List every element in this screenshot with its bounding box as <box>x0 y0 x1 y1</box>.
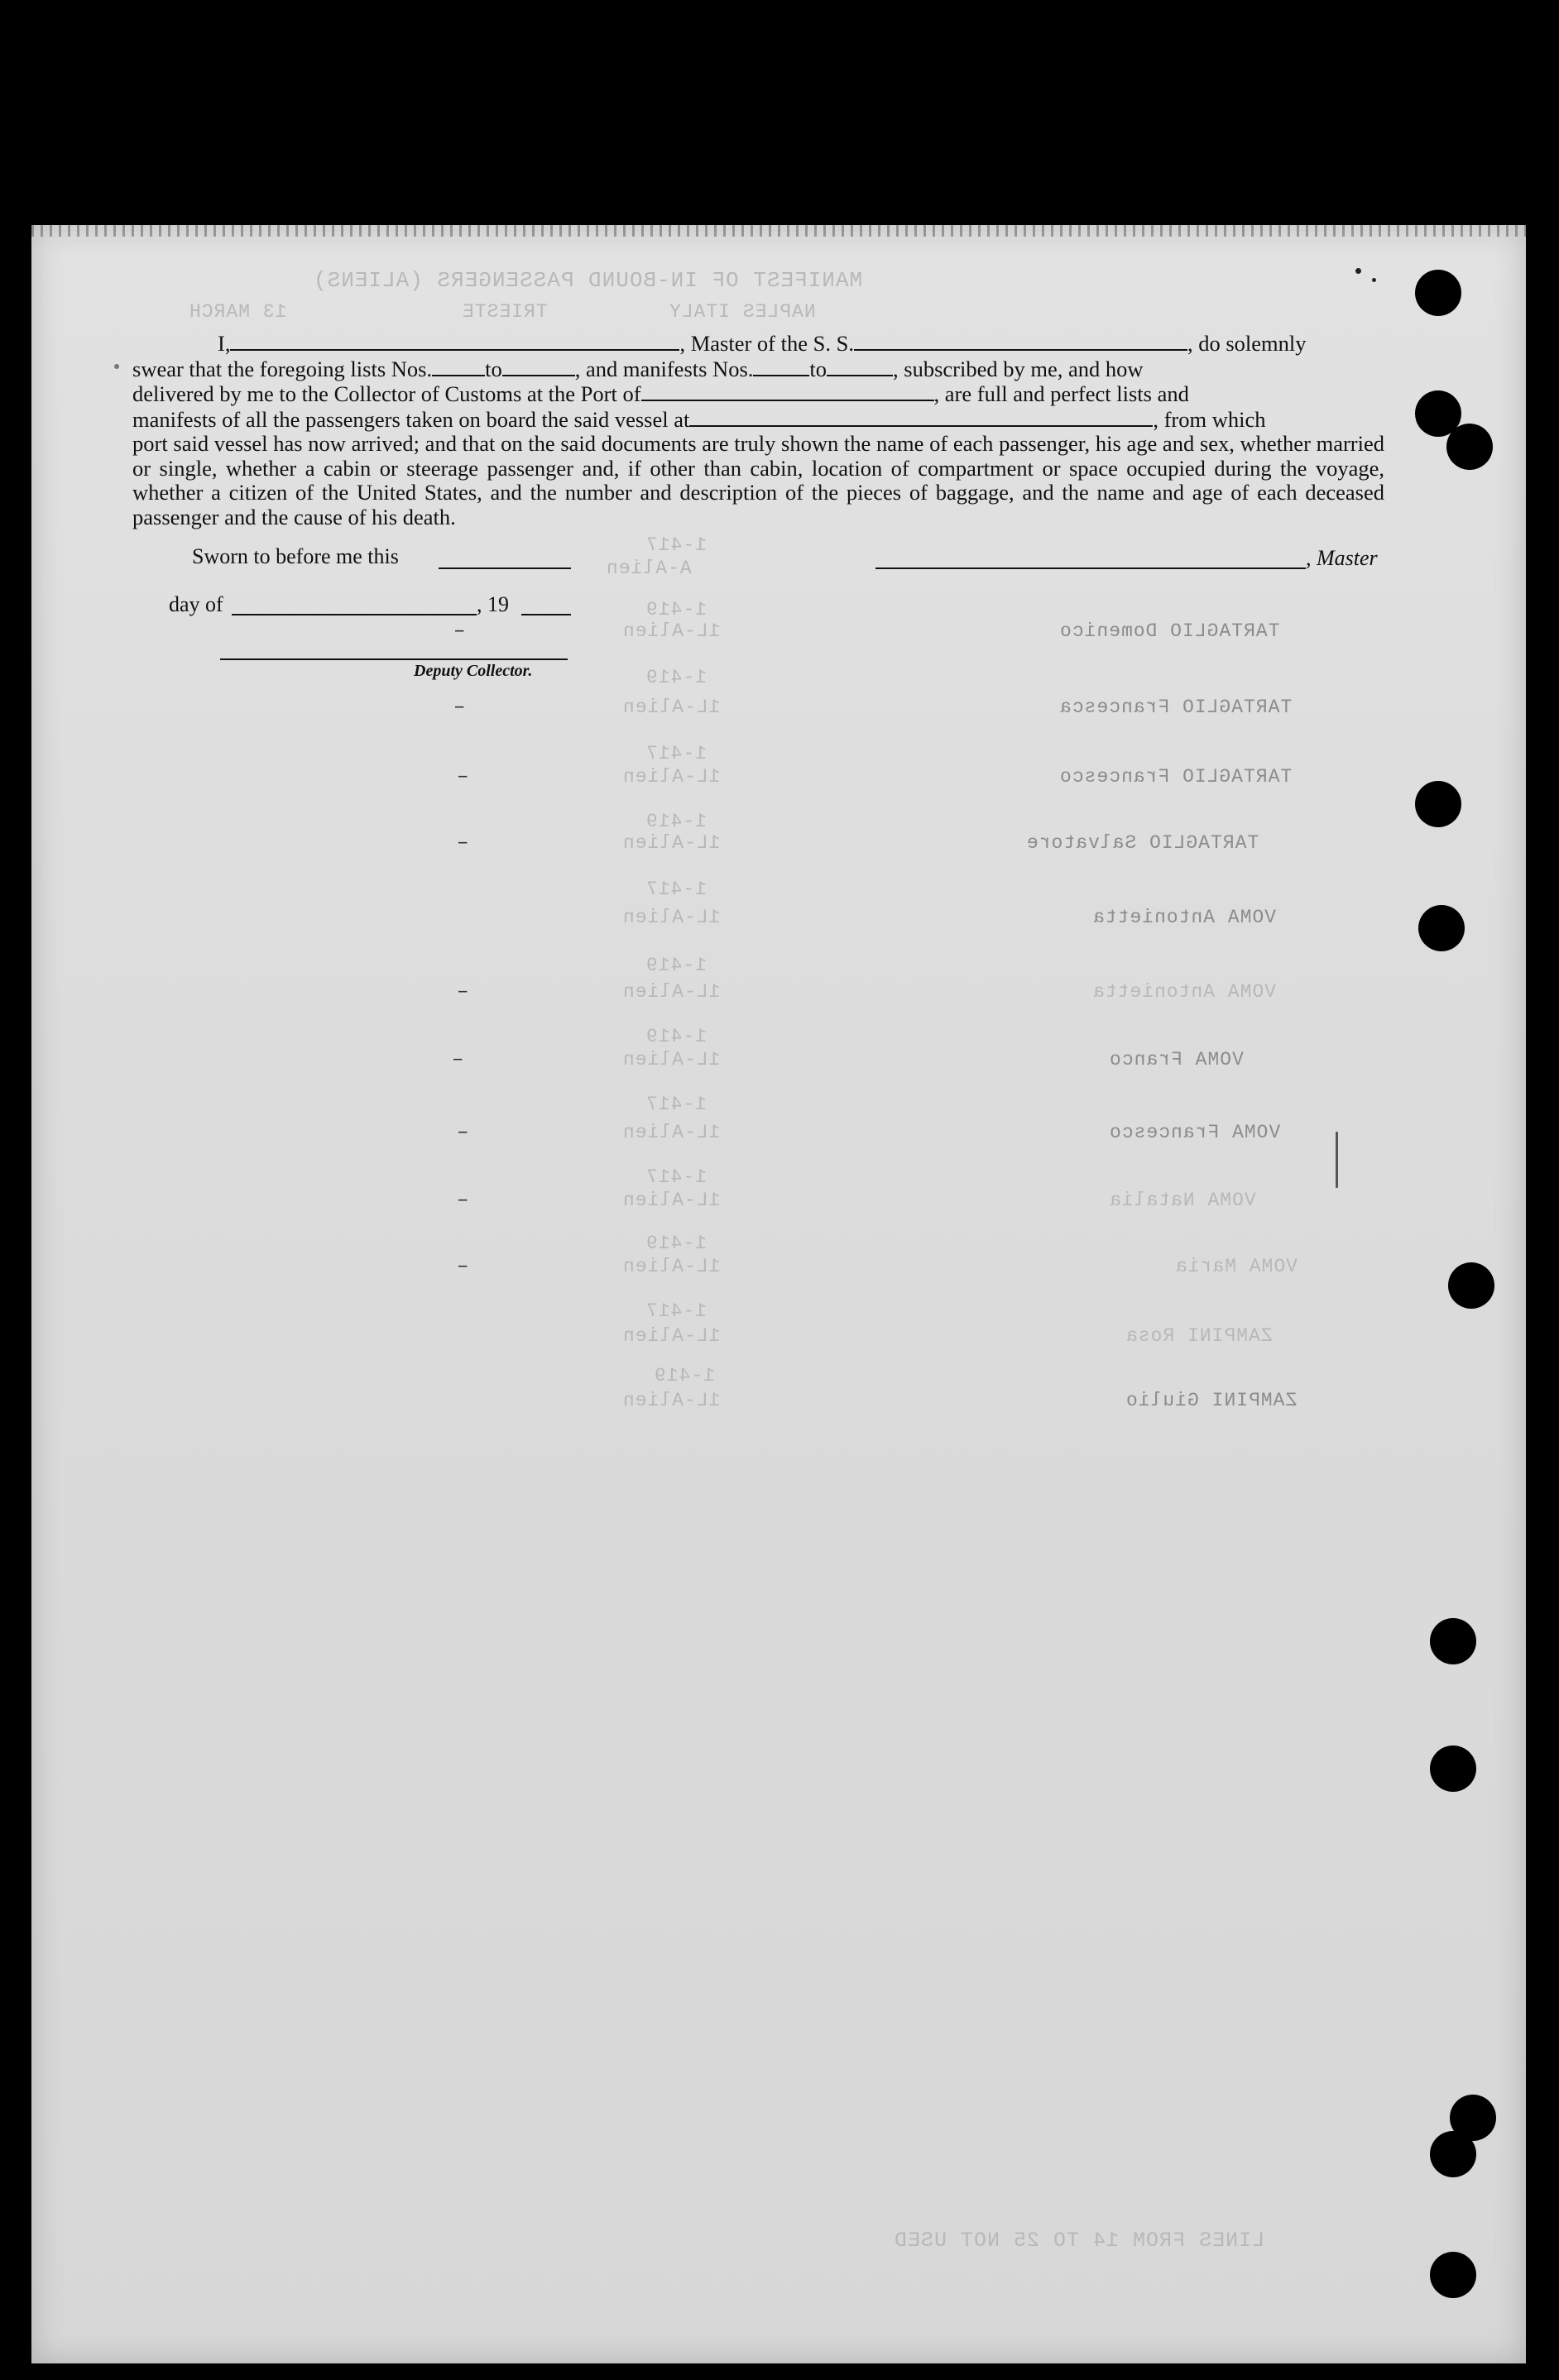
master-signature-line <box>875 567 1306 569</box>
ghost-passenger-name: VOMA Antonietta <box>1092 981 1277 1003</box>
ghost-code-top: 1-419 <box>645 599 708 620</box>
row-dash: – <box>457 1190 469 1212</box>
scan-speck <box>1336 1132 1338 1188</box>
ghost-passenger-name: TARTAGLIO Francesco <box>1059 766 1293 788</box>
ghost-passenger-name: VOMA Antonietta <box>1092 907 1277 928</box>
ghost-code-bottom: 1L-Alien <box>622 832 721 854</box>
ghost-code-bottom: 1L-Alien <box>622 907 721 928</box>
ghost-code-top: 1-419 <box>645 1026 708 1047</box>
ghost-passenger-name: VOMA Franco <box>1109 1049 1244 1070</box>
master-name-blank <box>230 331 679 351</box>
ghost-footer: LINES FROM 14 TO 25 NOT USED <box>894 2229 1265 2253</box>
ghost-passenger-name: TARTAGLIO Francesca <box>1059 697 1293 718</box>
ship-name-blank <box>854 331 1187 351</box>
ghost-header-2: TRIESTE <box>462 301 548 323</box>
punch-hole <box>1430 2252 1476 2298</box>
ghost-code-bottom: 1L-Alien <box>622 1190 721 1211</box>
sworn-date-line <box>439 567 571 569</box>
scan-speck <box>114 364 119 369</box>
ghost-code-bottom: 1L-Alien <box>622 1256 721 1277</box>
punch-hole <box>1446 424 1493 470</box>
manifest-from-blank <box>753 357 809 376</box>
oath-and-manifests: , and manifests Nos. <box>574 356 754 381</box>
oath-to-1: to <box>485 356 502 381</box>
deputy-collector-line <box>220 658 568 660</box>
master-oath <box>132 331 1384 529</box>
ghost-code-top: 1-419 <box>645 1233 708 1254</box>
ghost-code-top: 1-417 <box>645 534 708 556</box>
oath-from-which: , from which <box>1153 406 1266 432</box>
ghost-passenger-name: VOMA Natalia <box>1109 1190 1256 1211</box>
punch-hole <box>1430 2131 1476 2177</box>
ghost-code-top: 1-417 <box>645 1166 708 1188</box>
punch-hole <box>1418 905 1465 951</box>
oath-lead: I, <box>218 331 231 356</box>
row-dash: – <box>457 1122 469 1144</box>
row-dash: – <box>453 620 466 643</box>
oath-do-solemnly: , do solemnly <box>1187 331 1307 356</box>
row-dash: – <box>457 981 469 1003</box>
sworn-label: Sworn to before me this <box>192 544 399 568</box>
row-dash: – <box>457 832 469 855</box>
punch-hole <box>1415 781 1461 827</box>
ghost-code-top: 1-417 <box>645 1300 708 1322</box>
ghost-passenger-name: ZAMPINI Rosa <box>1125 1325 1273 1347</box>
scan-edge-noise <box>31 225 1526 237</box>
oath-to-2: to <box>809 356 827 381</box>
master-label: , Master <box>1306 546 1378 570</box>
oath-delivered: delivered by me to the Collector of Customs at the Port of <box>132 381 641 406</box>
ghost-code-top: 1-419 <box>654 1365 716 1386</box>
ghost-code-bottom: A-Alien <box>606 558 692 579</box>
scan-speck <box>1355 268 1361 274</box>
day-of-label: day of <box>169 592 223 616</box>
punch-hole <box>1430 1618 1476 1664</box>
oath-are-full: , are full and perfect lists and <box>933 381 1189 406</box>
scan-speck <box>1372 278 1376 282</box>
row-dash: – <box>452 1049 464 1071</box>
list-to-blank <box>502 357 575 376</box>
port-blank <box>641 381 934 401</box>
ghost-code-bottom: 1L-Alien <box>622 981 721 1003</box>
oath-master-of: , Master of the S. S. <box>679 331 854 356</box>
punch-hole <box>1448 1262 1494 1309</box>
ghost-code-bottom: 1L-Alien <box>622 1122 721 1143</box>
ghost-header-1: MANIFEST OF IN-BOUND PASSENGERS (ALIENS) <box>313 268 863 293</box>
ghost-header-4: 13 MARCH <box>189 301 287 323</box>
year-label: , 19 <box>477 592 509 616</box>
punch-hole <box>1430 1745 1476 1792</box>
oath-manifests-of: manifests of all the passengers taken on board the said vessel at <box>132 406 690 432</box>
ghost-passenger-name: VOMA Francesco <box>1109 1122 1281 1143</box>
oath-subscribed: , subscribed by me, and how <box>893 356 1144 381</box>
ghost-passenger-name: VOMA Maria <box>1175 1256 1298 1277</box>
ghost-code-top: 1-417 <box>645 743 708 764</box>
punch-hole <box>1415 270 1461 316</box>
departure-port-blank <box>689 407 1153 427</box>
manifest-to-blank <box>827 357 893 376</box>
ghost-code-bottom: 1L-Alien <box>622 1325 721 1347</box>
ghost-passenger-name: TARTAGLIO Salvatore <box>1026 832 1259 854</box>
oath-body: port said vessel has now arrived; and that on the said documents are truly shown the name of each passenger, his age and sex, whether married or single, whether a cabin or steerage passenger and, if other than cabin, location of compartment or space occupied during the voyage, whether a citizen of the United States, and the number and description of the pieces of baggage, and the name and age of each deceased passenger and the cause of his death. <box>132 431 1384 529</box>
ghost-code-bottom: 1L-Alien <box>622 766 721 788</box>
deputy-collector-label: Deputy Collector. <box>414 662 533 680</box>
ghost-header-3: NAPLES ITALY <box>669 301 816 323</box>
row-dash: – <box>457 766 469 788</box>
day-of-line <box>232 614 477 615</box>
ghost-code-top: 1-417 <box>645 1094 708 1115</box>
ghost-code-top: 1-419 <box>645 667 708 688</box>
ghost-code-top: 1-417 <box>645 879 708 900</box>
oath-swear: swear that the foregoing lists Nos. <box>132 356 433 381</box>
row-dash: – <box>453 697 466 719</box>
ghost-code-bottom: 1L-Alien <box>622 620 721 642</box>
year-line <box>521 614 571 615</box>
ghost-code-top: 1-419 <box>645 811 708 832</box>
row-dash: – <box>457 1256 469 1278</box>
ghost-code-bottom: 1L-Alien <box>622 697 721 718</box>
ghost-passenger-name: TARTAGLIO Domenico <box>1059 620 1280 642</box>
ghost-passenger-name: ZAMPINI Giulio <box>1125 1390 1298 1411</box>
list-from-blank <box>432 357 485 376</box>
ghost-code-top: 1-419 <box>645 955 708 976</box>
ghost-code-bottom: 1L-Alien <box>622 1390 721 1411</box>
ghost-code-bottom: 1L-Alien <box>622 1049 721 1070</box>
